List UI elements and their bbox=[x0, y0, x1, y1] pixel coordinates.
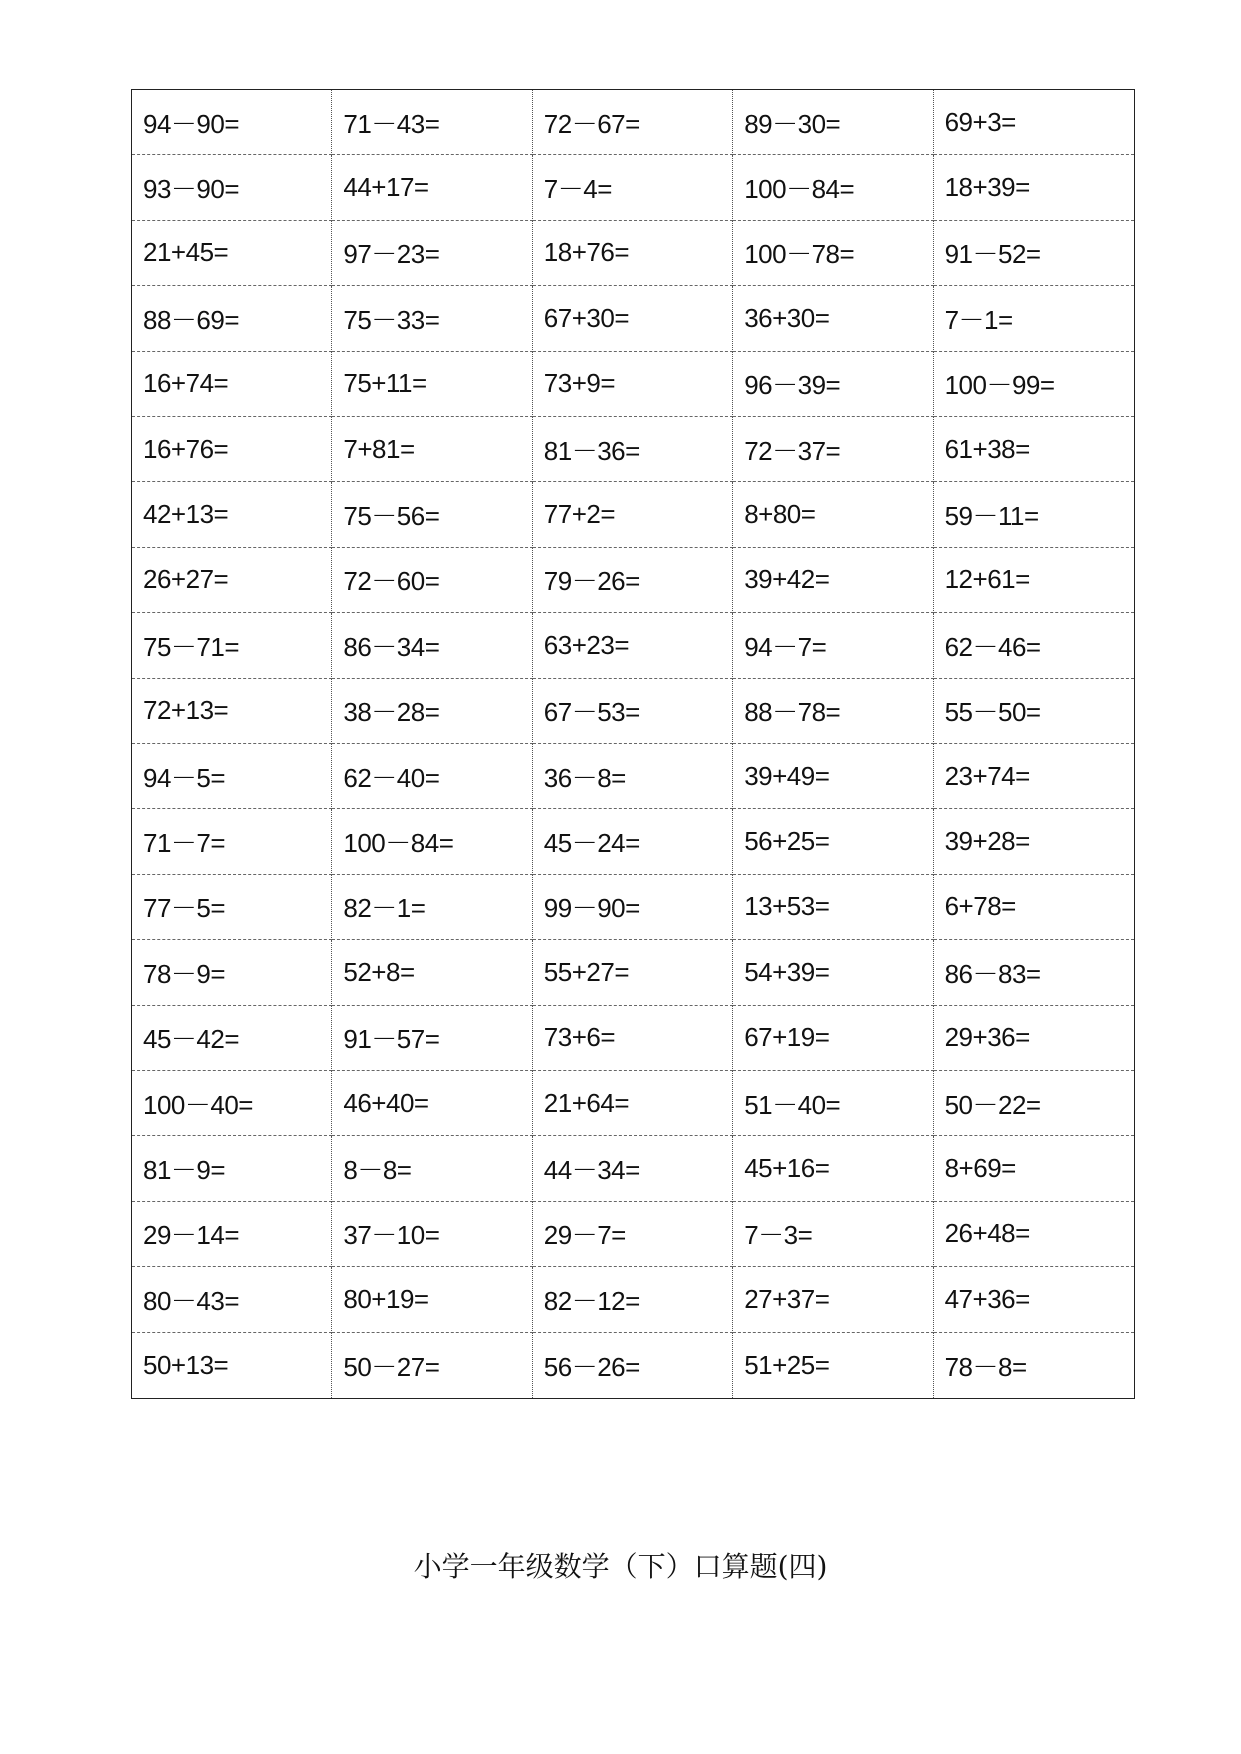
problem-cell: 8－8= bbox=[332, 1136, 532, 1201]
problem-cell: 100－84= bbox=[332, 809, 532, 874]
problem-cell: 62－40= bbox=[332, 744, 532, 809]
problem-cell: 27+37= bbox=[733, 1267, 933, 1332]
problem-cell: 7+81= bbox=[332, 417, 532, 482]
problem-cell: 36－8= bbox=[533, 744, 733, 809]
problem-cell: 7－1= bbox=[934, 286, 1134, 351]
problem-cell: 81－9= bbox=[132, 1136, 332, 1201]
problem-cell: 29－14= bbox=[132, 1202, 332, 1267]
problem-cell: 75－33= bbox=[332, 286, 532, 351]
problem-cell: 56+25= bbox=[733, 809, 933, 874]
problem-cell: 86－34= bbox=[332, 613, 532, 678]
problem-cell: 100－40= bbox=[132, 1071, 332, 1136]
problem-cell: 62－46= bbox=[934, 613, 1134, 678]
problem-cell: 73+6= bbox=[533, 1006, 733, 1071]
problem-cell: 77－5= bbox=[132, 875, 332, 940]
problem-cell: 100－78= bbox=[733, 221, 933, 286]
problem-cell: 72－37= bbox=[733, 417, 933, 482]
worksheet-title: 小学一年级数学（下）口算题(四) bbox=[413, 1550, 828, 1583]
problem-cell: 7－3= bbox=[733, 1202, 933, 1267]
problem-cell: 42+13= bbox=[132, 482, 332, 547]
problem-cell: 86－83= bbox=[934, 940, 1134, 1005]
problem-cell: 91－52= bbox=[934, 221, 1134, 286]
problem-cell: 79－26= bbox=[533, 548, 733, 613]
problem-cell: 94－5= bbox=[132, 744, 332, 809]
problem-cell: 72－67= bbox=[533, 90, 733, 155]
problem-cell: 75－71= bbox=[132, 613, 332, 678]
problem-cell: 21+45= bbox=[132, 221, 332, 286]
problem-cell: 67－53= bbox=[533, 679, 733, 744]
problem-cell: 18+76= bbox=[533, 221, 733, 286]
problem-cell: 63+23= bbox=[533, 613, 733, 678]
problem-cell: 55+27= bbox=[533, 940, 733, 1005]
problem-cell: 7－4= bbox=[533, 155, 733, 220]
problem-cell: 6+78= bbox=[934, 875, 1134, 940]
problem-cell: 12+61= bbox=[934, 548, 1134, 613]
problem-cell: 93－90= bbox=[132, 155, 332, 220]
problem-cell: 29+36= bbox=[934, 1006, 1134, 1071]
problem-cell: 94－90= bbox=[132, 90, 332, 155]
problem-cell: 59－11= bbox=[934, 482, 1134, 547]
problem-cell: 69+3= bbox=[934, 90, 1134, 155]
problem-cell: 99－90= bbox=[533, 875, 733, 940]
problem-cell: 88－69= bbox=[132, 286, 332, 351]
problem-cell: 50－27= bbox=[332, 1333, 532, 1398]
problem-cell: 39+28= bbox=[934, 809, 1134, 874]
problem-cell: 81－36= bbox=[533, 417, 733, 482]
problem-cell: 80－43= bbox=[132, 1267, 332, 1332]
problem-cell: 47+36= bbox=[934, 1267, 1134, 1332]
problem-cell: 45+16= bbox=[733, 1136, 933, 1201]
problem-cell: 75+11= bbox=[332, 352, 532, 417]
problem-cell: 51－40= bbox=[733, 1071, 933, 1136]
problem-cell: 91－57= bbox=[332, 1006, 532, 1071]
problem-cell: 13+53= bbox=[733, 875, 933, 940]
problem-cell: 16+76= bbox=[132, 417, 332, 482]
problem-cell: 78－9= bbox=[132, 940, 332, 1005]
problem-cell: 8+80= bbox=[733, 482, 933, 547]
problem-cell: 18+39= bbox=[934, 155, 1134, 220]
problem-cell: 96－39= bbox=[733, 352, 933, 417]
problem-cell: 88－78= bbox=[733, 679, 933, 744]
problem-cell: 8+69= bbox=[934, 1136, 1134, 1201]
problem-cell: 71－7= bbox=[132, 809, 332, 874]
problem-cell: 39+49= bbox=[733, 744, 933, 809]
problem-cell: 50+13= bbox=[132, 1333, 332, 1398]
problem-cell: 82－1= bbox=[332, 875, 532, 940]
problem-cell: 72－60= bbox=[332, 548, 532, 613]
arithmetic-problem-table bbox=[131, 89, 1135, 1399]
problem-cell: 39+42= bbox=[733, 548, 933, 613]
problem-cell: 100－99= bbox=[934, 352, 1134, 417]
problem-cell: 36+30= bbox=[733, 286, 933, 351]
problem-cell: 100－84= bbox=[733, 155, 933, 220]
problem-cell: 44+17= bbox=[332, 155, 532, 220]
problem-cell: 52+8= bbox=[332, 940, 532, 1005]
problem-cell: 38－28= bbox=[332, 679, 532, 744]
problem-cell: 45－42= bbox=[132, 1006, 332, 1071]
problem-cell: 54+39= bbox=[733, 940, 933, 1005]
problem-cell: 21+64= bbox=[533, 1071, 733, 1136]
problem-cell: 37－10= bbox=[332, 1202, 532, 1267]
problem-cell: 82－12= bbox=[533, 1267, 733, 1332]
problem-cell: 67+30= bbox=[533, 286, 733, 351]
problem-cell: 56－26= bbox=[533, 1333, 733, 1398]
problem-cell: 97－23= bbox=[332, 221, 532, 286]
problem-cell: 61+38= bbox=[934, 417, 1134, 482]
problem-cell: 75－56= bbox=[332, 482, 532, 547]
problem-cell: 55－50= bbox=[934, 679, 1134, 744]
problem-cell: 23+74= bbox=[934, 744, 1134, 809]
problem-cell: 89－30= bbox=[733, 90, 933, 155]
problem-cell: 51+25= bbox=[733, 1333, 933, 1398]
problem-cell: 71－43= bbox=[332, 90, 532, 155]
problem-cell: 46+40= bbox=[332, 1071, 532, 1136]
problem-cell: 78－8= bbox=[944, 1351, 1027, 1382]
problem-cell: 29－7= bbox=[533, 1202, 733, 1267]
problem-cell: 67+19= bbox=[733, 1006, 933, 1071]
problem-cell: 80+19= bbox=[332, 1267, 532, 1332]
problem-cell: 50－22= bbox=[934, 1071, 1134, 1136]
problem-cell: 45－24= bbox=[533, 809, 733, 874]
problem-cell: 26+48= bbox=[934, 1202, 1134, 1267]
problem-cell: 77+2= bbox=[533, 482, 733, 547]
problem-cell: 26+27= bbox=[132, 548, 332, 613]
problem-cell: 44－34= bbox=[533, 1136, 733, 1201]
problem-cell: 73+9= bbox=[533, 352, 733, 417]
problem-cell: 94－7= bbox=[733, 613, 933, 678]
problem-cell: 72+13= bbox=[132, 679, 332, 744]
problem-cell: 16+74= bbox=[132, 352, 332, 417]
